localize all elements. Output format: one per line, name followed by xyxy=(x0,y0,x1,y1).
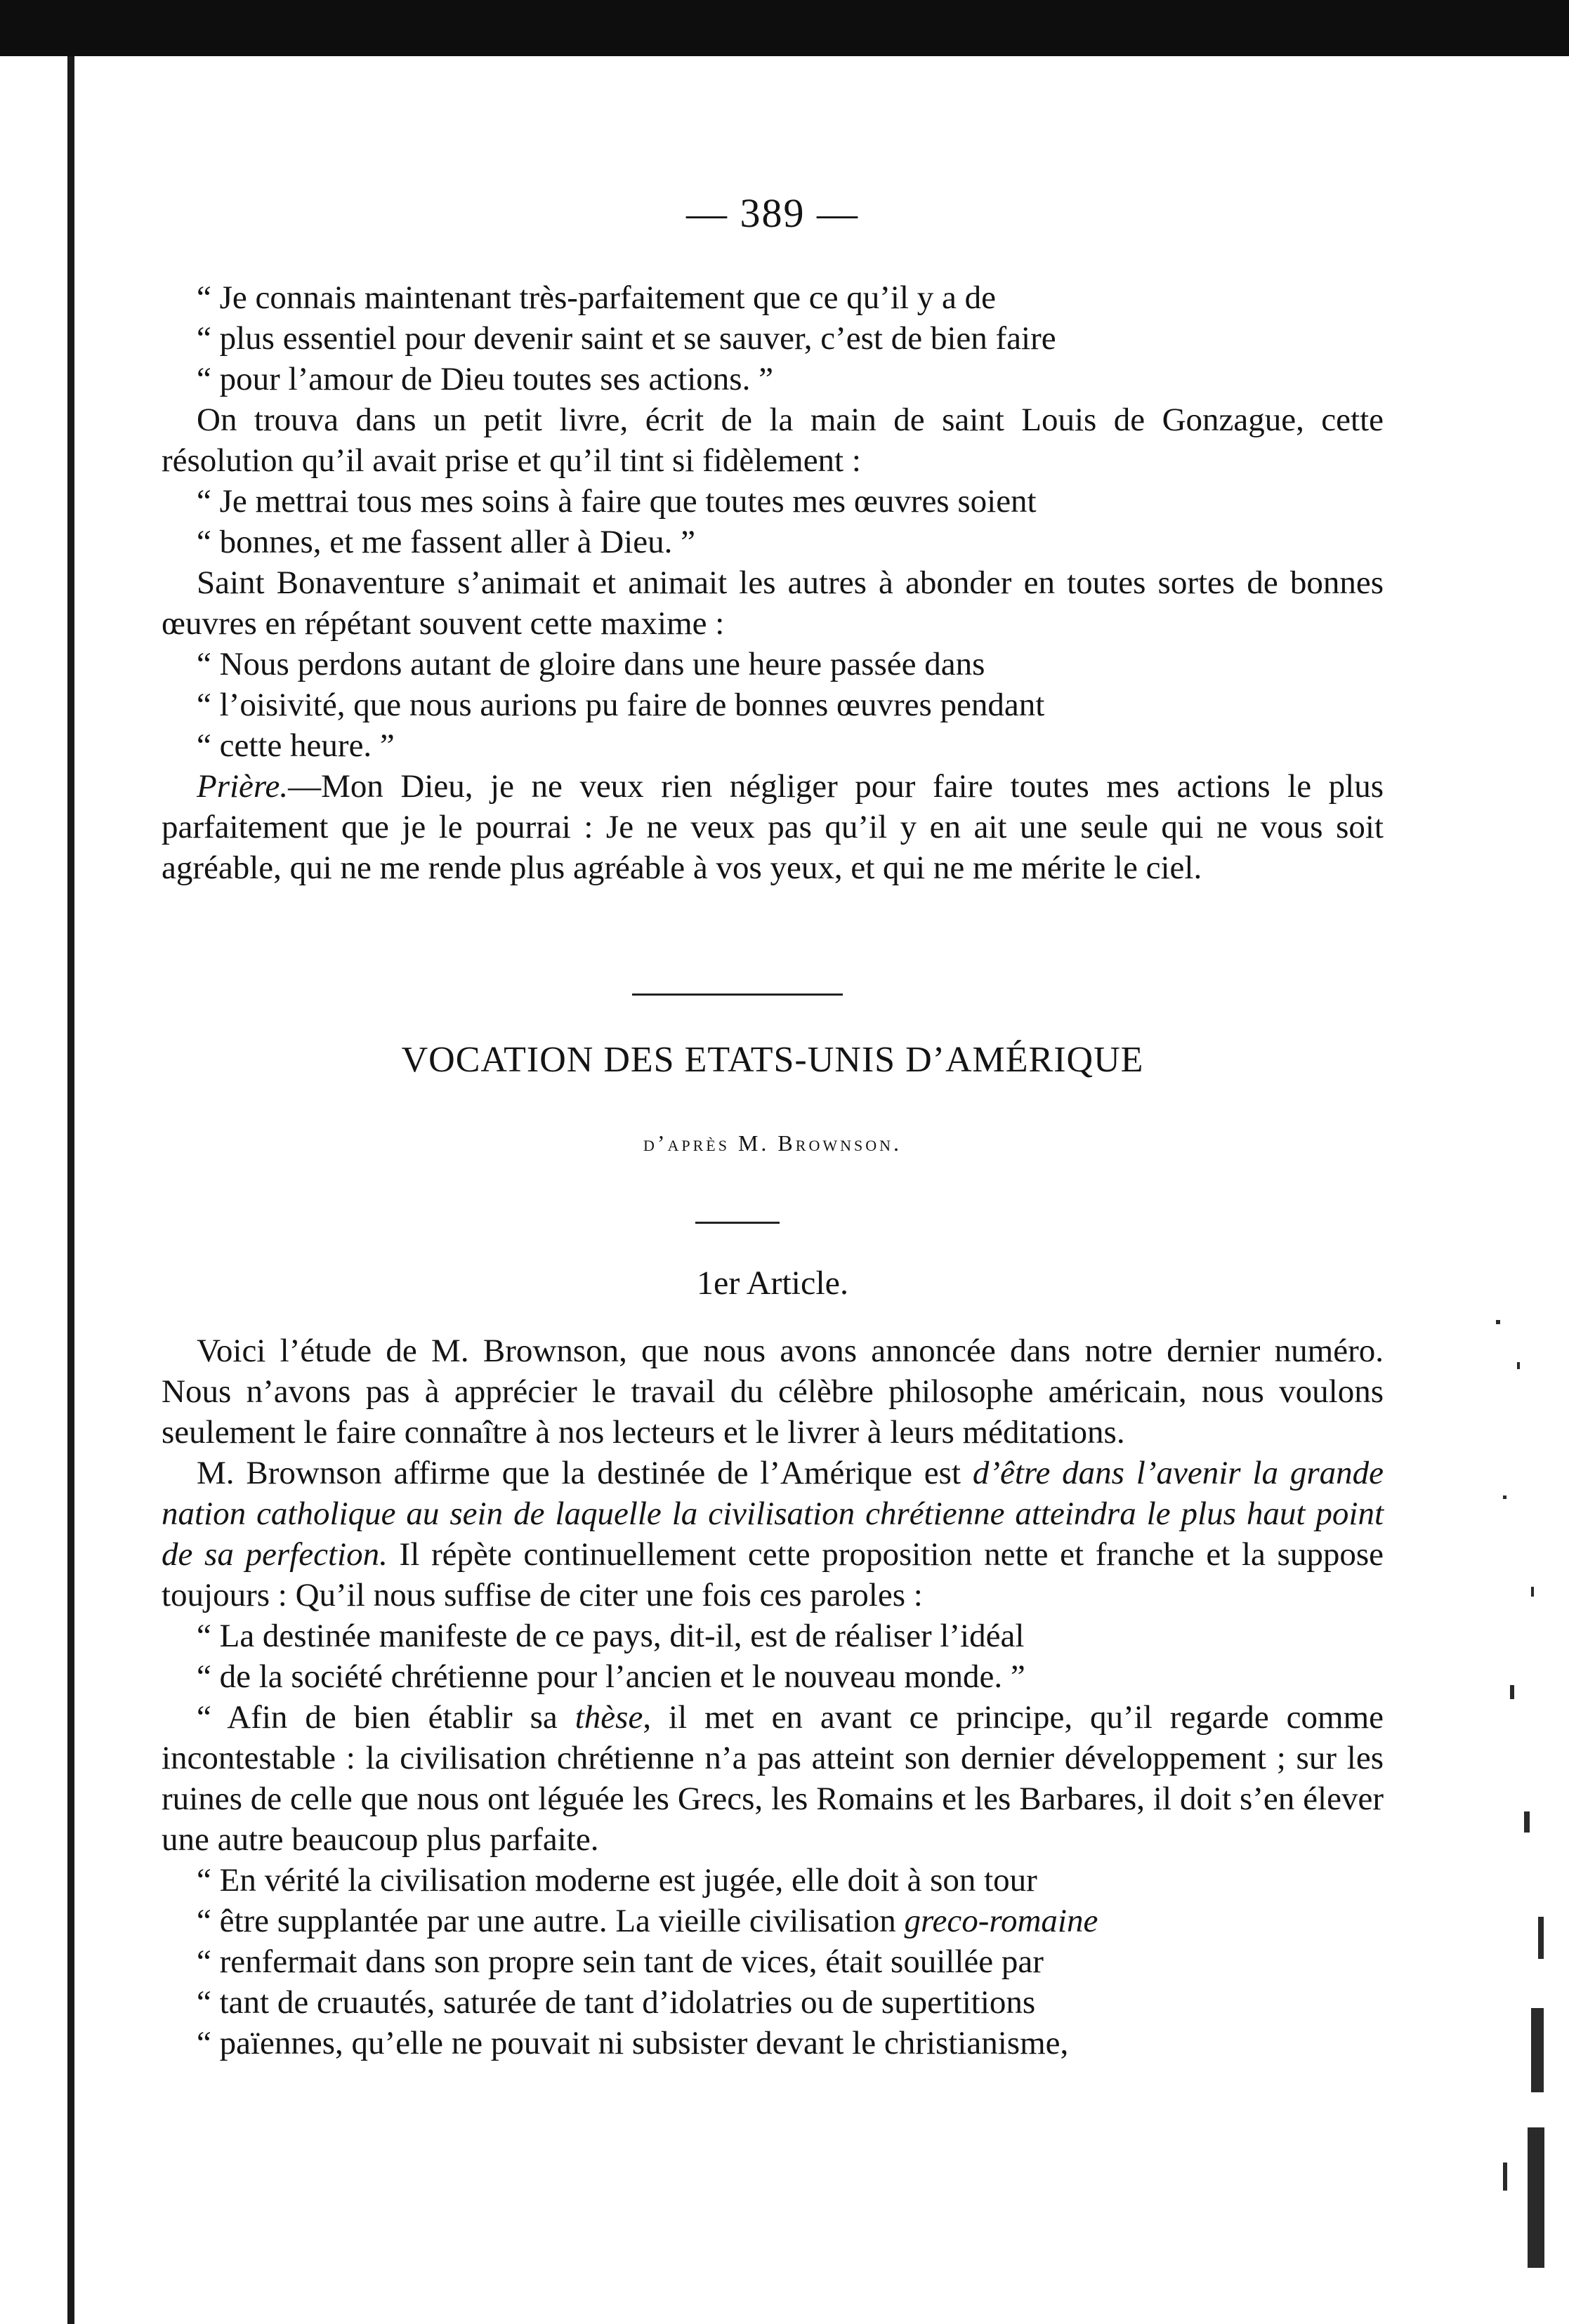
scan-noise xyxy=(1489,1320,1552,2324)
book-page xyxy=(162,0,1384,2324)
quote-line: “ Je mettrai tous mes soins à faire que toutes mes œuvres soient xyxy=(197,483,1037,520)
quote-line: “ l’oisivité, que nous aurions pu faire de bonnes œuvres pendant xyxy=(197,687,1045,723)
quote-line: “ La destinée manifeste de ce pays, dit-il, est de réaliser l’idéal xyxy=(197,1618,1025,1654)
text-run: Il répète continuellement cette proposition nette et franche et la suppose toujours : Qu’il nous suffise de citer une fois ces paroles : xyxy=(162,1536,1384,1613)
quote-line: “ tant de cruautés, saturée de tant d’idolatries ou de supertitions xyxy=(197,1984,1036,2021)
prayer-paragraph xyxy=(162,766,1384,888)
section-divider xyxy=(632,993,843,996)
paragraph: On trouva dans un petit livre, écrit de la main de saint Louis de Gonzague, cette résolution qu’il avait prise et qu’il tint si fidèlement : xyxy=(162,402,1384,479)
italic-run: thèse xyxy=(575,1699,643,1736)
quote-line: “ plus essentiel pour devenir saint et se sauver, c’est de bien faire xyxy=(197,320,1056,357)
scan-spine-line xyxy=(67,56,74,2324)
paragraph xyxy=(162,1697,1384,1860)
quote-line: “ renfermait dans son propre sein tant de vices, était souillée par xyxy=(197,1943,1044,1980)
page-number: — 389 — xyxy=(686,190,859,236)
article-title: VOCATION DES ETATS-UNIS D’AMÉRIQUE xyxy=(401,1040,1144,1080)
text-run: “ être supplantée par une autre. La vieille civilisation xyxy=(197,1903,905,1939)
section-1-text xyxy=(162,277,1384,888)
quote-line: “ cette heure. ” xyxy=(197,727,395,764)
italic-run: greco-romaine xyxy=(904,1903,1098,1939)
quote-line: “ pour l’amour de Dieu toutes ses actions. ” xyxy=(197,361,773,397)
italic-run: d’être dans l’avenir la grande nation catholique au sein de laquelle la civilisation chrétienne atteindra le plus haut point de sa perfection. xyxy=(162,1455,1384,1573)
quote-line: “ En vérité la civilisation moderne est jugée, elle doit à son tour xyxy=(197,1862,1037,1899)
paragraph: Saint Bonaventure s’animait et animait les autres à abonder en toutes sortes de bonnes œuvres en répétant souvent cette maxime : xyxy=(162,565,1384,642)
quote-line: “ bonnes, et me fassent aller à Dieu. ” xyxy=(197,524,695,560)
title-divider xyxy=(695,1222,780,1224)
prayer-text: —Mon Dieu, je ne veux rien négliger pour faire toutes mes actions le plus parfaitement que je le pourrai : Je ne veux pas qu’il y en ait une seule qui ne vous soit agréable, qui ne me rende plus agréable à vos yeux, et qui ne me mérite le ciel. xyxy=(162,768,1384,886)
quote-line: “ païennes, qu’elle ne pouvait ni subsister devant le christianisme, xyxy=(197,2025,1069,2061)
quote-line xyxy=(162,1901,1384,1941)
text-run: M. Brownson affirme que la destinée de l’Amérique est xyxy=(197,1455,973,1491)
quote-line: “ Nous perdons autant de gloire dans une heure passée dans xyxy=(197,646,985,682)
quote-line: “ Je connais maintenant très-parfaitement que ce qu’il y a de xyxy=(197,279,996,316)
article-subtitle: d’après M. Brownson. xyxy=(643,1130,902,1156)
quote-line: “ de la société chrétienne pour l’ancien et le nouveau monde. ” xyxy=(197,1658,1025,1695)
paragraph: Voici l’étude de M. Brownson, que nous avons annoncée dans notre dernier numéro. Nous n’avons pas à apprécier le travail du célèbre philosophe américain, nous voulons seulement le faire connaître à nos lecteurs et le livrer à leurs méditations. xyxy=(162,1333,1384,1451)
paragraph xyxy=(162,1453,1384,1616)
article-label: 1er Article. xyxy=(697,1265,848,1302)
text-run: , il met en avant ce principe, qu’il regarde comme incontestable : la civilisation chrétienne n’a pas atteint son dernier développement ; sur les ruines de celle que nous ont léguée les Grecs, les Romains et les Barbares, il doit s’en élever une autre beaucoup plus parfaite. xyxy=(162,1699,1384,1858)
section-2-text xyxy=(162,1331,1384,2064)
prayer-label: Prière. xyxy=(197,768,289,805)
text-run: “ Afin de bien établir sa xyxy=(197,1699,575,1736)
